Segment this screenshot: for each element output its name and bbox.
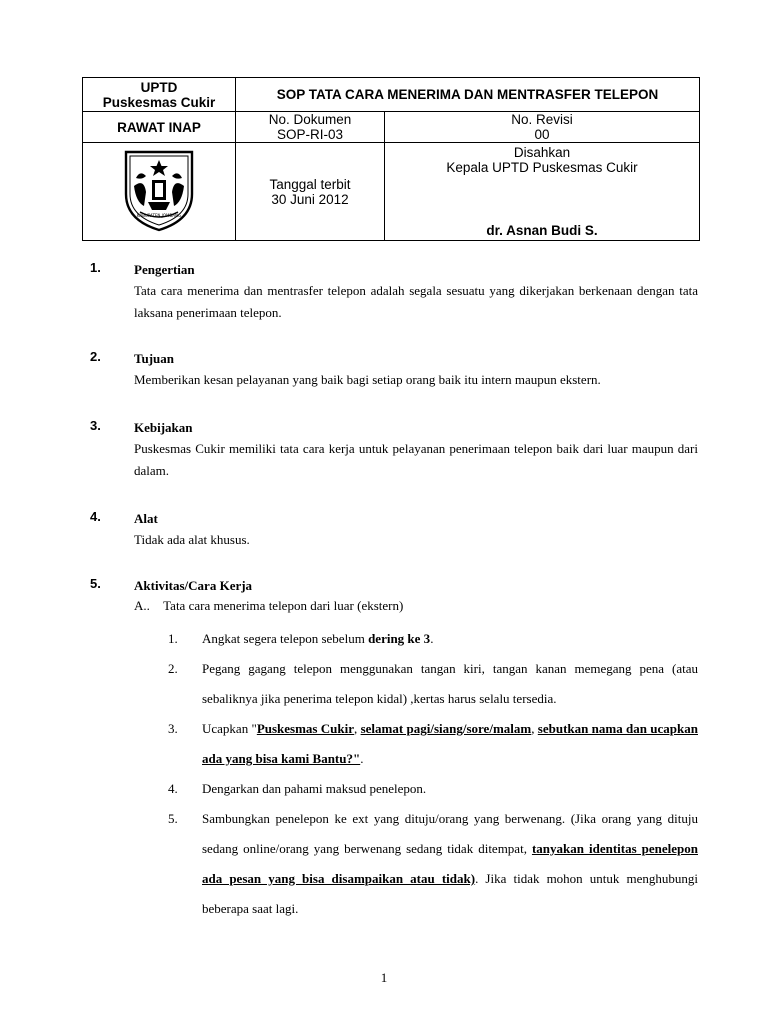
step-3 <box>168 714 698 774</box>
revision-cell <box>385 112 700 143</box>
section-text: Tata cara menerima dan mentrasfer telepon adalah segala sesuatu yang dikerjakan berkenaan dengan tata laksana penerimaan telepon. <box>134 283 698 320</box>
step-number: 4. <box>168 781 178 796</box>
step-text: . Jika tidak mohon untuk menghubungi beberapa saat lagi. <box>202 871 698 916</box>
section-number: 3. <box>90 418 101 433</box>
step-1 <box>168 624 698 654</box>
sop-header-table <box>82 77 700 241</box>
revision-number: 00 <box>534 127 550 142</box>
step-number: 1. <box>168 631 178 646</box>
section-title: Kebijakan <box>134 420 193 435</box>
doc-number: SOP-RI-03 <box>276 127 344 142</box>
issue-date: 30 Juni 2012 <box>271 191 349 207</box>
step-text: . <box>430 631 434 646</box>
step-number: 2. <box>168 661 178 676</box>
step-text: Dengarkan dan pahami maksud penelepon. <box>202 781 427 796</box>
step-number: 5. <box>168 811 178 826</box>
subsection-label: A.. <box>134 598 150 613</box>
step-emphasis: Puskesmas Cukir <box>256 721 355 736</box>
subsection-a <box>134 598 403 614</box>
unit-name: Puskesmas Cukir <box>102 94 216 110</box>
section-alat <box>90 509 698 551</box>
section-title: Pengertian <box>134 262 195 277</box>
section-number: 4. <box>90 509 101 524</box>
section-text: Tidak ada alat khusus. <box>134 532 250 547</box>
section-text: Puskesmas Cukir memiliki tata cara kerja untuk pelayanan penerimaan telepon baik dari luar maupun dari dalam. <box>134 441 698 478</box>
approval-cell <box>385 143 700 241</box>
approver-name: dr. Asnan Budi S. <box>486 223 598 238</box>
step-text: Pegang gagang telepon menggunakan tangan kiri, tangan kanan memegang pena (atau sebaliknya jika penerima telepon kidal) ,kertas harus selalu tersedia. <box>202 661 698 706</box>
section-number: 2. <box>90 349 101 364</box>
unit-cell <box>83 78 236 112</box>
department: RAWAT INAP <box>83 112 236 143</box>
step-text: Sambungkan penelepon ke ext yang dituju/orang yang berwenang. (Jika orang yang dituju sedang online/orang yang berwenang sedang tidak ditempat, <box>202 811 698 856</box>
step-emphasis: selamat pagi/siang/sore/malam <box>360 721 532 736</box>
step-text: Angkat segera telepon sebelum <box>202 631 369 646</box>
step-4 <box>168 774 698 804</box>
unit-label: UPTD <box>140 79 178 95</box>
step-emphasis: sebutkan nama dan ucapkan ada yang bisa kami Bantu?" <box>202 721 698 766</box>
issue-date-label: Tanggal terbit <box>269 176 351 192</box>
subsection-title: Tata cara menerima telepon dari luar (ekstern) <box>163 598 404 613</box>
procedure-steps <box>168 624 698 924</box>
step-text: . <box>360 751 364 766</box>
logo-cell <box>83 143 236 241</box>
doc-number-cell <box>236 112 385 143</box>
document-title: SOP TATA CARA MENERIMA DAN MENTRASFER TELEPON <box>236 78 700 112</box>
section-title: Aktivitas/Cara Kerja <box>134 578 253 593</box>
step-text: Ucapkan " <box>202 721 257 736</box>
step-text: , <box>531 721 538 736</box>
section-kebijakan <box>90 418 698 482</box>
section-aktivitas <box>90 576 698 596</box>
regency-emblem-icon <box>120 148 198 232</box>
approval-label: Disahkan <box>513 145 571 160</box>
step-emphasis: dering ke 3 <box>368 631 431 646</box>
revision-label: No. Revisi <box>511 112 573 127</box>
step-number: 3. <box>168 721 178 736</box>
step-2 <box>168 654 698 714</box>
page-number: 1 <box>380 970 388 985</box>
section-title: Alat <box>134 511 158 526</box>
section-pengertian <box>90 260 698 324</box>
section-tujuan <box>90 349 698 391</box>
section-text: Memberikan kesan pelayanan yang baik bagi setiap orang baik itu intern maupun ekstern. <box>134 372 601 387</box>
section-title: Tujuan <box>134 351 174 366</box>
doc-number-label: No. Dokumen <box>268 112 352 127</box>
approver-title: Kepala UPTD Puskesmas Cukir <box>446 160 638 175</box>
step-emphasis: tanyakan identitas penelepon ada pesan yang bisa disampaikan atau tidak) <box>202 841 698 886</box>
step-5 <box>168 804 698 924</box>
section-number: 1. <box>90 260 101 275</box>
issue-date-cell <box>236 143 385 241</box>
emblem-ribbon-text: KABUPATEN JOMBANG <box>136 213 182 218</box>
step-text: , <box>354 721 361 736</box>
section-number: 5. <box>90 576 101 591</box>
